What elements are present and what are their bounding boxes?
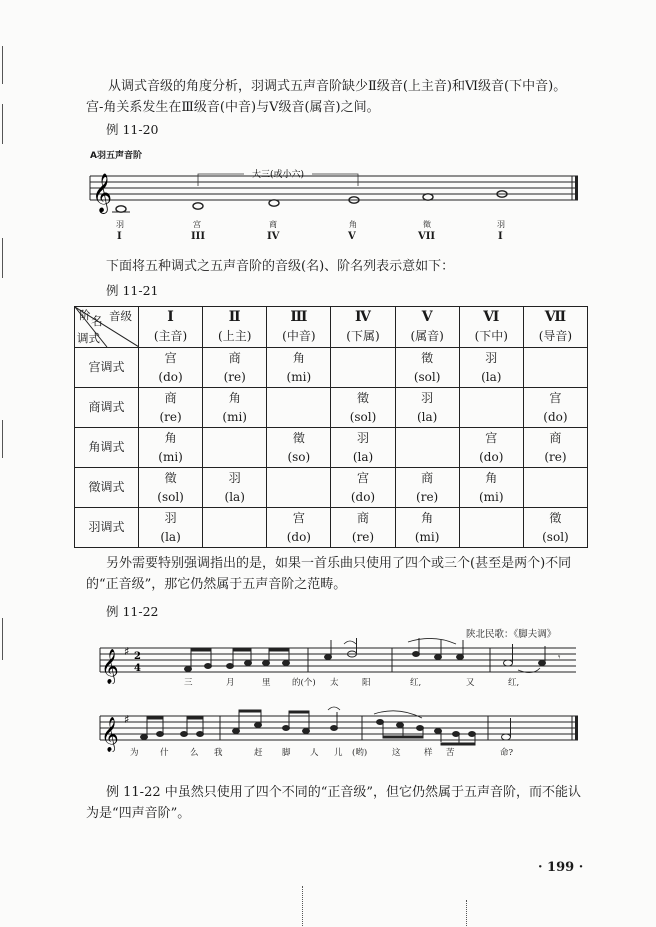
solfege: (sol) [542,529,569,544]
degree-name: 徵 [292,430,305,445]
example-11-20-title: A羽五声音阶 [90,151,142,161]
degree-name: 徵 [356,390,369,405]
table-cell [203,428,267,468]
table-row [75,348,588,388]
table-cell [203,348,267,388]
scale-degree: III [191,231,206,242]
degree-name: 徵 [549,510,562,525]
scale-note-name: 徵 [423,220,431,229]
table-cell [523,348,587,388]
lyric-syllable: 月 [226,678,235,688]
scale-note-name: 羽 [116,220,124,229]
mode-name-cell: 徵调式 [75,468,139,508]
degree-name: 角 [164,430,177,445]
scan-edge-mark [466,900,468,926]
solfege: (mi) [286,369,312,384]
table-cell [139,348,203,388]
solfege: (la) [224,489,245,504]
solfege: (re) [416,489,439,504]
lyric-syllable: 么 [190,748,199,758]
degree-name: 角 [421,510,434,525]
scale-degree: I [498,231,503,242]
degree-name: 商 [549,430,562,445]
solfege: (la) [352,449,374,464]
scan-edge-mark [2,46,3,84]
table-row [75,428,588,468]
table-header-row [75,307,588,348]
scan-edge-mark [2,420,3,458]
degree-name: 角 [228,390,241,405]
scan-edge-mark [2,618,3,660]
paragraph-1-line-2: 宫-角关系发生在Ⅲ级音(中音)与Ⅴ级音(属音)之间。 [86,100,380,115]
lyric-syllable: 阳 [362,678,371,688]
table-cell [459,508,523,548]
treble-clef-icon: 𝄞 [101,717,119,752]
scan-edge-mark [302,886,304,926]
table-cell [203,468,267,508]
scale-degree: I [117,231,122,242]
table-cell [331,348,395,388]
table-cell [459,388,523,428]
lyric-syllable: 赶 [254,748,263,758]
solfege: (la) [481,369,502,384]
column-header: Ⅱ (上主) [203,307,267,348]
lyric-syllable: 儿 [334,748,343,758]
paragraph-2: 下面将五种调式之五声音阶的音级(名)、阶名列表示意如下： [106,259,455,274]
scale-note-name: 商 [269,220,277,229]
degree-name: 羽 [485,350,498,365]
degree-name: 宫 [292,510,305,525]
table-cell [267,468,331,508]
column-header: Ⅳ (下属) [331,307,395,348]
degree-name: 商 [356,510,369,525]
table-cell [395,388,459,428]
table-cell [523,388,587,428]
note-c4 [193,203,203,209]
song-source: 陕北民歌：《脚夫调》 [466,629,557,640]
table-cell [331,388,395,428]
lyric-syllable: 什 [160,748,169,758]
table-corner-cell [75,307,139,348]
corner-label-ming: 名 [91,314,103,328]
scale-degree: IV [267,231,280,242]
table-cell [139,468,203,508]
lyric-syllable: 这 [392,748,401,758]
paragraph-3-line-2: 的“正音级”，那它仍然属于五声音阶之范畴。 [86,577,347,592]
scale-degree: V [348,231,356,242]
mode-name-cell: 羽调式 [75,508,139,548]
degree-name: 羽 [356,430,369,445]
lyric-syllable: 又 [466,678,475,688]
corner-label-jie: 阶 [79,308,91,322]
table-cell [267,388,331,428]
staff-example-11-22-line-2 [88,704,588,752]
scale-degree: VII [418,231,436,242]
table-cell [267,428,331,468]
paragraph-1-line-1: 从调式音级的角度分析，羽调式五声音阶缺少Ⅱ级音(上主音)和Ⅵ级音(下中音)。 [108,79,567,94]
corner-label-yinji: 音级 [109,309,132,323]
degree-name: 徵 [164,470,177,485]
scale-note-name: 宫 [193,220,201,229]
table-cell [523,468,587,508]
table-cell [203,508,267,548]
solfege: (sol) [349,409,377,424]
note-g4 [423,194,433,200]
table-cell [267,348,331,388]
lyric-syllable: 样 [424,748,433,758]
lyrics-line-1 [0,676,656,690]
solfege: (do) [350,489,376,504]
staff-example-11-20 [88,162,588,244]
degree-name: 徵 [421,350,434,365]
table-cell [139,428,203,468]
degree-name: 羽 [421,390,434,405]
table-row [75,468,588,508]
paragraph-3-line-1: 另外需要特别强调指出的是，如果一首乐曲只使用了四个或三个(甚至是两个)不同 [106,556,572,571]
degree-name: 宫 [485,430,498,445]
column-header: Ⅴ (属音) [395,307,459,348]
table-cell [139,508,203,548]
interval-bracket-label: 大三(或小六) [251,170,305,180]
lyric-syllable: 红, [508,678,520,688]
scale-note-name: 羽 [497,220,505,229]
table-cell [331,508,395,548]
degree-name: 宫 [549,390,562,405]
example-11-20-label: 例 11-20 [106,122,159,137]
lyric-syllable: 为 [130,748,139,758]
lyric-syllable: 太 [330,678,339,688]
table-cell [459,468,523,508]
solfege: (re) [159,409,182,424]
lyric-syllable: 我 [214,748,223,758]
solfege: (la) [416,409,438,424]
lyric-syllable: 红, [410,678,422,688]
paragraph-4-line-2: 为是“四声音阶”。 [86,806,191,821]
table-cell [331,428,395,468]
column-header: Ⅶ (导音) [523,307,587,348]
solfege: (re) [351,529,375,544]
solfege: (sol) [413,369,441,384]
table-cell [523,428,587,468]
mode-name-cell: 宫调式 [75,348,139,388]
table-cell [203,388,267,428]
table-cell [267,508,331,548]
solfege: (do) [543,409,568,424]
solfege: (re) [223,369,246,384]
degree-name: 宫 [164,350,177,365]
treble-clef-icon: 𝄞 [101,649,119,684]
solfege: (re) [544,449,567,464]
solfege: (sol) [157,489,184,504]
sharp-icon: ♯ [124,645,130,658]
scale-note-name: 角 [349,220,357,229]
scan-edge-mark [2,104,3,144]
corner-label-diaoshi: 调式 [77,331,100,345]
table-cell [395,508,459,548]
scale-degree-table [74,306,588,548]
solfege: (mi) [158,449,183,464]
degree-name: 宫 [356,470,369,485]
degree-name: 商 [421,470,434,485]
time-signature-top: 2 [134,651,141,662]
lyric-syllable: 人 [310,748,319,758]
example-11-21-label: 例 11-21 [106,283,159,298]
page-number: · 199 · [538,860,584,875]
table-cell [459,428,523,468]
table-cell [395,468,459,508]
eighth-rest-icon: 𝄾 [558,653,561,663]
mode-name-cell: 商调式 [75,388,139,428]
paragraph-4-line-1: 例 11-22 中虽然只使用了四个不同的“正音级”，但它仍然属于五声音阶，而不能认 [106,785,582,800]
table-cell [523,508,587,548]
treble-clef-icon: 𝄞 [92,173,113,213]
lyric-syllable: (哟) [352,748,368,758]
time-signature-bottom: 4 [134,663,141,674]
degree-name: 角 [485,470,498,485]
solfege: (mi) [222,409,247,424]
column-header: Ⅵ (下中) [459,307,523,348]
solfege: (so) [287,449,311,464]
solfege: (do) [158,369,183,384]
note-d4 [269,200,279,206]
lyric-syllable: 命? [500,748,514,758]
lyric-syllable: 的(个) [292,678,316,688]
degree-name: 羽 [228,470,241,485]
mode-name-cell: 角调式 [75,428,139,468]
table-cell [331,468,395,508]
lyric-syllable: 里 [262,678,271,688]
solfege: (mi) [414,529,440,544]
column-header: Ⅲ (中音) [267,307,331,348]
note-a3 [116,206,126,212]
example-11-22-label: 例 11-22 [106,604,159,619]
solfege: (la) [160,529,181,544]
lyric-syllable: 三 [184,678,193,688]
scan-edge-mark [2,238,3,278]
table-cell [459,348,523,388]
solfege: (do) [286,529,311,544]
table-row [75,388,588,428]
column-header: Ⅰ (主音) [139,307,203,348]
lyrics-line-2 [0,746,656,760]
degree-name: 角 [292,350,305,365]
lyric-syllable: 苦 [446,748,455,758]
table-row [75,508,588,548]
degree-name: 商 [164,390,177,405]
table-cell [395,348,459,388]
solfege: (mi) [478,489,504,504]
solfege: (do) [479,449,504,464]
degree-name: 商 [228,350,241,365]
lyric-syllable: 脚 [282,748,291,758]
sharp-icon: ♯ [124,713,130,726]
degree-name: 羽 [164,510,177,525]
table-cell [395,428,459,468]
table-cell [139,388,203,428]
